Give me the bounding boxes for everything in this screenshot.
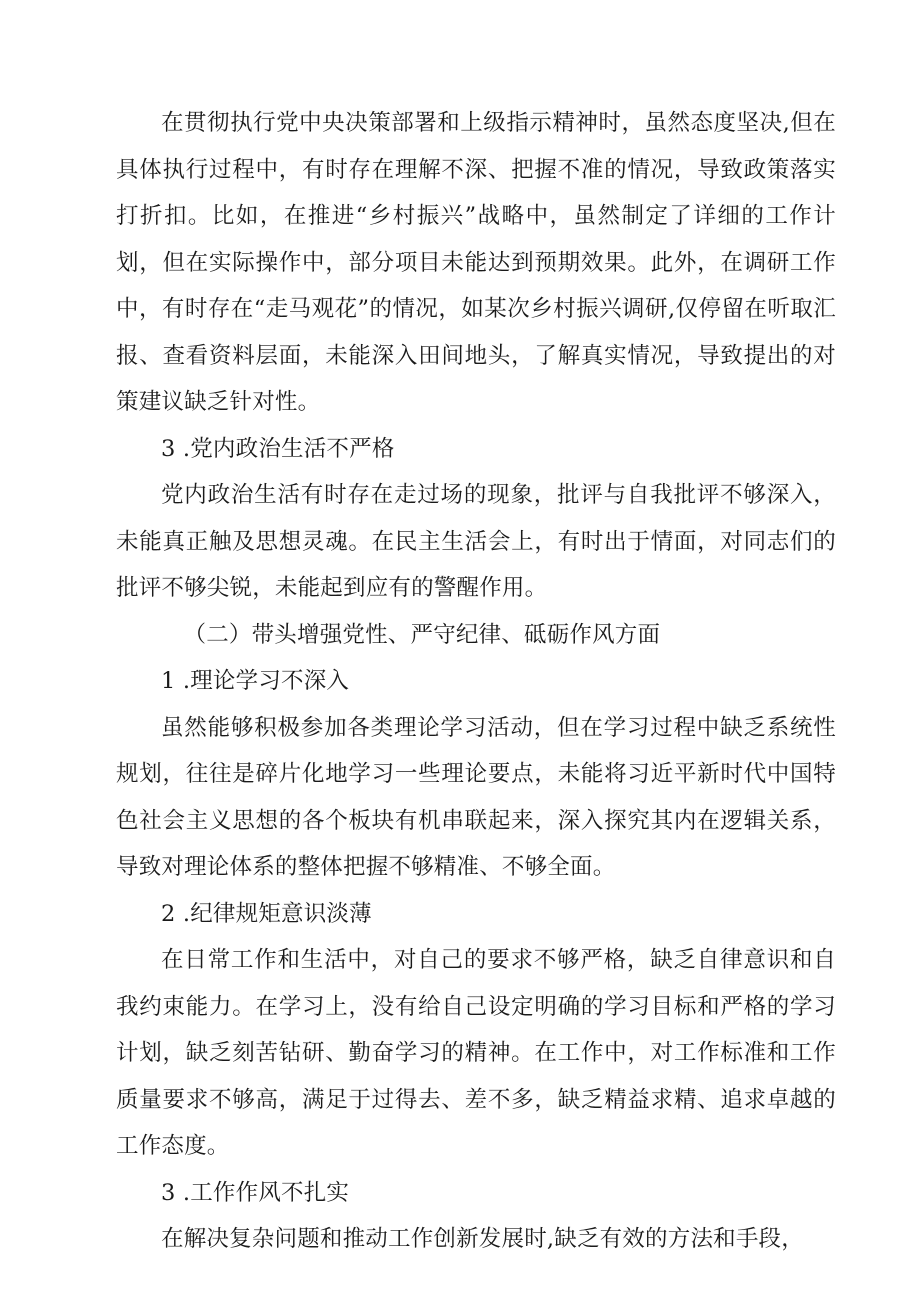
subsection-heading: 1 .理论学习不深入 xyxy=(161,668,350,694)
body-paragraph: 虽然能够积极参加各类理论学习活动，但在学习过程中缺乏系统性规划，往往是碎片化地学习一些理论要点，未能将习近平新时代中国特色社会主义思想的各个板块有机串联起来，深入探究其内在逻辑关系，导致对理论体系的整体把握不够精准、不够全面。 xyxy=(116,714,836,880)
section-heading: （二）带头增强党性、严守纪律、砥砺作风方面 xyxy=(183,621,661,648)
subsection-heading: 2 .纪律规矩意识淡薄 xyxy=(161,900,372,927)
body-paragraph: 在解决复杂问题和推动工作创新发展时,缺乏有效的方法和手段， xyxy=(161,1226,804,1252)
body-paragraph: 在日常工作和生活中，对自己的要求不够严格，缺乏自律意识和自我约束能力。在学习上，没有给自己设定明确的学习目标和严格的学习计划，缺乏刻苦钻研、勤奋学习的精神。在工作中，对工作标准和工作质量要求不够高，满足于过得去、差不多，缺乏精益求精、追求卓越的工作态度。 xyxy=(116,947,836,1159)
subsection-heading: 3 .工作作风不扎实 xyxy=(161,1179,350,1206)
body-paragraph: 在贯彻执行党中央决策部署和上级指示精神时，虽然态度坚决,但在具体执行过程中，有时存在理解不深、把握不准的情况，导致政策落实打折扣。比如，在推进“乡村振兴”战略中，虽然制定了详细的工作计划，但在实际操作中，部分项目未能达到预期效果。此外，在调研工作中，有时存在“走马观花”的情况，如某次乡村振兴调研,仅停留在听取汇报、查看资料层面，未能深入田间地头，了解真实情况，导致提出的对策建议缺乏针对性。 xyxy=(116,110,836,415)
body-paragraph: 党内政治生活有时存在走过场的现象，批评与自我批评不够深入，未能真正触及思想灵魂。在民主生活会上，有时出于情面，对同志们的批评不够尖锐，未能起到应有的警醒作用。 xyxy=(116,482,836,601)
subsection-heading: 3 .党内政治生活不严格 xyxy=(161,435,395,462)
